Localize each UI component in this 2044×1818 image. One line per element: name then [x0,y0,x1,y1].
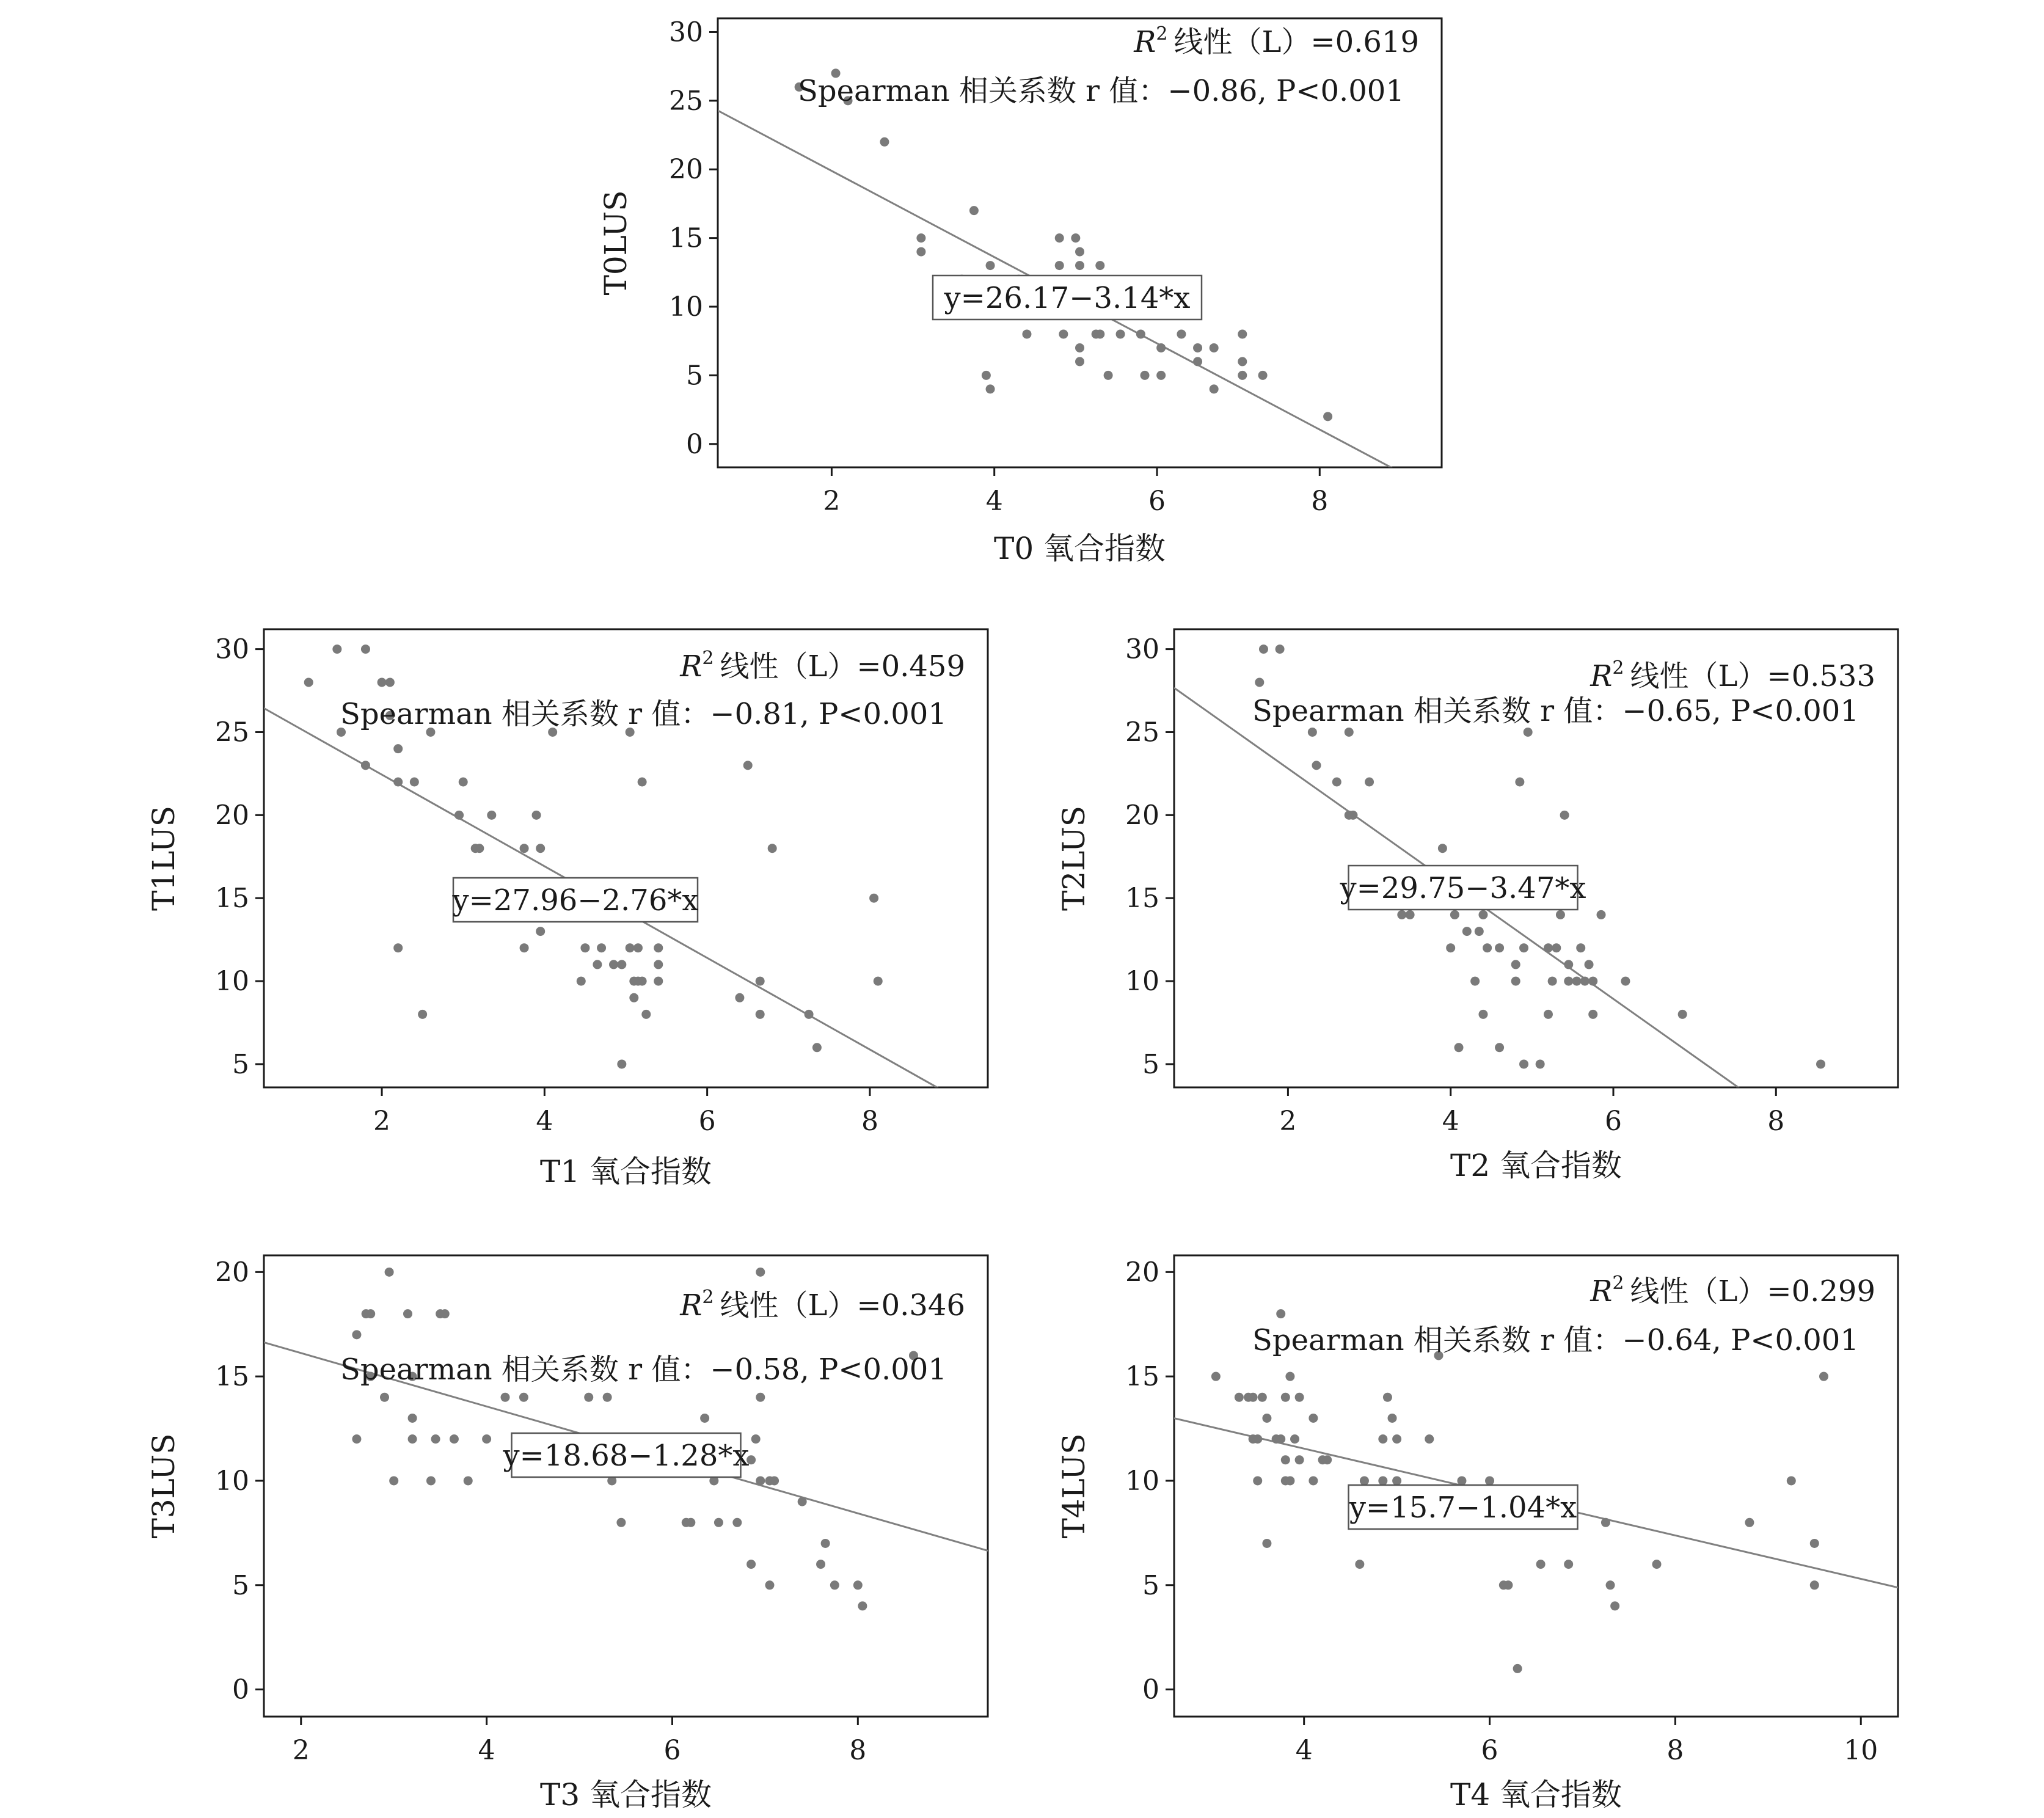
equation-box [1340,866,1586,910]
x-tick-label: 6 [1604,1106,1622,1137]
data-point [380,1393,389,1402]
x-tick-label: 8 [861,1106,878,1137]
scatter-panel-T0 [598,16,1442,566]
data-point [1621,977,1630,986]
data-point [1536,1560,1546,1569]
data-point [1332,778,1341,787]
data-point [1816,1059,1825,1068]
data-point [536,844,545,853]
spearman-annotation: Spearman 相关系数 r 值：−0.64, P<0.001 [1252,1323,1859,1357]
data-point [1483,943,1492,952]
x-axis-title: T4 氧合指数 [1450,1777,1622,1813]
data-point [418,1010,427,1019]
data-point [1455,1043,1464,1052]
data-point [1059,329,1068,338]
spearman-annotation: Spearman 相关系数 r 值：−0.86, P<0.001 [798,74,1404,108]
data-point [1095,261,1104,270]
equation-box [452,878,699,922]
data-point [654,960,663,969]
data-point [1544,943,1553,952]
data-point [501,1393,510,1402]
data-point [1585,960,1594,969]
data-point [464,1476,473,1485]
r-squared-annotation: $R^2$ 线性（L）=0.346 [680,1287,965,1323]
data-point [450,1434,459,1444]
data-point [1397,910,1406,919]
data-point [746,1560,756,1569]
x-tick-label: 2 [1279,1106,1297,1137]
scatter-panel-T2 [1056,629,1898,1200]
y-tick-label: 5 [232,1048,249,1080]
equation-box [1349,1485,1578,1529]
data-point [1576,943,1585,952]
x-axis-title: T1 氧合指数 [539,1154,712,1189]
data-point [638,977,647,986]
data-point [654,977,663,986]
data-point [459,778,468,787]
data-point [520,943,529,952]
data-point [633,943,643,952]
data-point [1678,1010,1687,1019]
data-point [1478,1010,1487,1019]
data-point [1819,1372,1828,1381]
y-tick-label: 5 [232,1569,249,1601]
data-point [603,1393,612,1402]
data-point [1238,329,1247,338]
data-point [1552,943,1561,952]
data-point [1580,977,1590,986]
data-point [686,1518,695,1527]
r-squared-annotation: $R^2$ 线性（L）=0.619 [1134,23,1419,59]
data-point [732,1518,742,1527]
spearman-annotation: Spearman 相关系数 r 值：−0.65, P<0.001 [1252,694,1859,728]
data-point [1348,811,1357,820]
x-axis-title: T0 氧合指数 [993,531,1166,566]
data-point [756,1268,765,1277]
data-point [332,644,341,654]
data-point [768,844,777,853]
x-tick-label: 6 [663,1735,681,1766]
data-point [361,644,370,654]
data-point [408,1434,417,1444]
data-point [366,1309,375,1318]
data-point [385,1268,394,1277]
data-point [410,778,419,787]
data-point [1210,343,1219,352]
data-point [969,206,979,215]
regression-equation: y=29.75−3.47*x [1340,871,1586,905]
data-point [1285,1372,1294,1381]
data-point [617,1059,626,1068]
data-point [858,1601,867,1610]
data-point [1515,778,1524,787]
data-point [1485,1476,1494,1485]
x-tick-label: 4 [1442,1106,1459,1137]
data-point [1511,977,1520,986]
data-point [1787,1476,1796,1485]
data-point [830,1580,839,1590]
data-point [1295,1393,1304,1402]
data-point [1495,1043,1504,1052]
data-point [1276,644,1285,654]
data-point [352,1330,361,1339]
regression-equation: y=26.17−3.14*x [944,281,1191,315]
regression-equation: y=27.96−2.76*x [452,883,699,918]
data-point [812,1043,822,1052]
data-point [408,1414,417,1423]
data-point [1309,1476,1318,1485]
data-point [1253,1434,1262,1444]
y-tick-label: 15 [215,883,249,914]
data-point [982,371,991,380]
data-point [1564,977,1573,986]
data-point [638,778,647,787]
data-point [1556,910,1565,919]
spearman-annotation: Spearman 相关系数 r 值：−0.81, P<0.001 [340,697,947,731]
y-tick-label: 10 [215,966,249,998]
data-point [1281,1393,1290,1402]
y-tick-label: 15 [215,1361,249,1393]
data-point [1156,343,1166,352]
data-point [577,977,586,986]
data-point [454,811,464,820]
data-point [1262,1414,1271,1423]
data-point [1235,1393,1244,1402]
data-point [1075,343,1084,352]
data-point [1536,1059,1545,1068]
data-point [1470,977,1480,986]
data-point [916,233,925,243]
data-point [1276,1309,1285,1318]
data-point [597,943,606,952]
data-point [1378,1434,1387,1444]
data-point [1255,677,1264,687]
data-point [1136,329,1145,338]
equation-box [933,276,1202,319]
data-point [616,1518,626,1527]
y-tick-label: 0 [1142,1674,1159,1706]
data-point [1388,1414,1397,1423]
y-axis-title: T0LUS [598,190,633,296]
data-point [1524,728,1533,737]
data-point [756,977,765,986]
equation-box [503,1433,750,1477]
data-point [1511,960,1520,969]
x-tick-label: 6 [1148,486,1166,517]
data-point [1055,233,1064,243]
data-point [532,811,541,820]
data-point [1392,1434,1401,1444]
data-point [1450,910,1459,919]
y-tick-label: 15 [669,222,703,254]
data-point [798,1497,807,1506]
data-point [700,1414,709,1423]
data-point [853,1580,863,1590]
data-point [765,1580,774,1590]
data-point [1345,728,1354,737]
scatter-panel-T1 [146,629,988,1189]
data-point [1564,1560,1573,1569]
data-point [482,1434,491,1444]
scatter-panel-T4 [1056,1255,1898,1813]
data-point [1238,357,1247,366]
data-point [361,761,370,770]
x-tick-label: 4 [536,1106,553,1137]
x-tick-label: 8 [1767,1106,1785,1137]
data-point [1253,1476,1262,1485]
data-point [1258,371,1268,380]
data-point [426,1476,436,1485]
data-point [1745,1518,1754,1527]
x-axis-title: T3 氧合指数 [539,1777,712,1813]
data-point [1597,910,1606,919]
y-tick-label: 25 [215,717,249,748]
data-point [1022,329,1031,338]
data-point [1652,1560,1662,1569]
x-tick-label: 2 [823,486,841,517]
data-point [593,960,602,969]
y-tick-label: 30 [215,633,249,665]
data-point [1156,371,1166,380]
x-tick-label: 8 [849,1735,867,1766]
data-point [1810,1539,1819,1548]
regression-equation: y=15.7−1.04*x [1349,1491,1577,1525]
data-point [378,677,387,687]
y-axis-title: T1LUS [146,805,181,911]
data-point [393,943,403,952]
data-point [304,677,313,687]
y-tick-label: 20 [1125,1257,1159,1288]
y-tick-label: 5 [1142,1048,1159,1080]
data-point [1258,1393,1267,1402]
data-point [389,1476,398,1485]
y-axis-title: T4LUS [1056,1433,1092,1539]
data-point [1601,1518,1610,1527]
data-point [874,977,883,986]
data-point [1383,1393,1392,1402]
data-point [986,384,995,393]
data-point [1281,1455,1290,1464]
x-tick-label: 10 [1844,1735,1878,1766]
data-point [1378,1476,1387,1485]
r-squared-annotation: $R^2$ 线性（L）=0.299 [1590,1272,1875,1309]
data-point [756,1010,765,1019]
y-tick-label: 0 [232,1674,249,1706]
data-point [1572,977,1582,986]
data-point [1276,1434,1285,1444]
data-point [1519,1059,1528,1068]
data-point [1478,910,1487,919]
data-point [352,1434,361,1444]
data-point [1365,778,1374,787]
data-point [1519,943,1528,952]
y-axis-title: T2LUS [1056,805,1092,911]
data-point [1259,644,1268,654]
data-point [1446,943,1455,952]
data-point [1425,1434,1434,1444]
x-tick-label: 8 [1666,1735,1684,1766]
data-point [1104,371,1113,380]
data-point [626,943,635,952]
y-tick-label: 10 [215,1465,249,1497]
data-point [1308,728,1317,737]
data-point [1238,371,1247,380]
data-point [1438,844,1447,853]
data-point [1116,329,1125,338]
data-point [1588,1010,1597,1019]
plot-frame [264,1255,988,1717]
regression-equation: y=18.68−1.28*x [503,1439,750,1473]
data-point [1810,1580,1819,1590]
x-tick-label: 6 [698,1106,716,1137]
data-point [1610,1601,1619,1610]
data-point [1285,1476,1294,1485]
data-point [1193,357,1202,366]
x-tick-label: 4 [478,1735,495,1766]
data-point [1560,811,1569,820]
data-point [641,1010,651,1019]
data-point [1462,927,1472,936]
data-point [393,778,403,787]
y-tick-label: 30 [1125,633,1159,665]
data-point [751,1434,761,1444]
data-point [743,761,753,770]
data-point [1548,977,1557,986]
data-point [1323,1455,1332,1464]
data-point [916,247,925,257]
data-point [609,960,618,969]
data-point [536,927,545,936]
data-point [440,1309,450,1318]
data-point [1475,927,1484,936]
data-point [1392,1476,1401,1485]
y-tick-label: 20 [215,1257,249,1288]
y-tick-label: 0 [686,428,703,460]
r-squared-annotation: $R^2$ 线性（L）=0.459 [680,648,965,684]
data-point [1262,1539,1271,1548]
y-tick-label: 25 [1125,717,1159,748]
data-point [1588,977,1597,986]
y-tick-label: 15 [1125,1361,1159,1393]
y-tick-label: 25 [669,85,703,117]
data-point [1323,412,1332,421]
data-point [1141,371,1150,380]
data-point [770,1476,779,1485]
data-point [520,844,529,853]
data-point [735,993,744,1002]
y-tick-label: 20 [669,154,703,186]
x-tick-label: 4 [985,486,1003,517]
x-tick-label: 8 [1311,486,1329,517]
scatter-panel-T3 [146,1255,988,1813]
data-point [1295,1455,1304,1464]
data-point [1309,1414,1318,1423]
y-tick-label: 5 [1142,1569,1159,1601]
data-point [617,960,626,969]
y-tick-label: 10 [669,291,703,323]
data-point [1290,1434,1299,1444]
data-point [1075,261,1084,270]
data-point [403,1309,412,1318]
data-point [1193,343,1202,352]
data-point [393,744,403,753]
spearman-annotation: Spearman 相关系数 r 值：−0.58, P<0.001 [340,1353,947,1387]
x-axis-title: T2 氧合指数 [1450,1148,1622,1183]
data-point [1095,329,1104,338]
x-tick-label: 2 [373,1106,391,1137]
data-point [1075,247,1084,257]
r-squared-annotation: $R^2$ 线性（L）=0.533 [1590,657,1875,693]
data-point [986,261,995,270]
y-tick-label: 30 [669,16,703,48]
data-point [475,844,484,853]
y-tick-label: 10 [1125,966,1159,998]
data-point [1606,1580,1615,1590]
data-point [431,1434,440,1444]
data-point [1177,329,1186,338]
data-point [584,1393,593,1402]
data-point [1457,1476,1466,1485]
data-point [1360,1476,1369,1485]
y-tick-label: 10 [1125,1465,1159,1497]
data-point [805,1010,814,1019]
y-tick-label: 5 [686,360,703,392]
data-point [1211,1372,1221,1381]
data-point [1355,1560,1364,1569]
data-point [816,1560,825,1569]
data-point [580,943,589,952]
y-tick-label: 20 [215,800,249,831]
data-point [756,1476,765,1485]
data-point [1513,1664,1522,1673]
data-point [1503,1580,1513,1590]
x-tick-label: 6 [1481,1735,1498,1766]
data-point [821,1539,830,1548]
data-point [1544,1010,1553,1019]
data-point [869,894,878,903]
x-tick-label: 4 [1295,1735,1313,1766]
data-point [1055,261,1064,270]
data-point [1564,960,1573,969]
data-point [1495,943,1504,952]
chart-panels [146,16,1898,1813]
data-point [654,943,663,952]
data-point [487,811,496,820]
data-point [1210,384,1219,393]
data-point [385,677,395,687]
data-point [519,1393,528,1402]
data-point [1075,357,1084,366]
data-point [714,1518,723,1527]
data-point [1406,910,1415,919]
data-point [1312,761,1321,770]
data-point [880,137,889,147]
y-tick-label: 15 [1125,883,1159,914]
data-point [1249,1393,1258,1402]
x-tick-label: 2 [292,1735,310,1766]
y-axis-title: T3LUS [146,1433,181,1539]
data-point [629,993,638,1002]
y-tick-label: 20 [1125,800,1159,831]
data-point [1071,233,1080,243]
data-point [756,1393,765,1402]
